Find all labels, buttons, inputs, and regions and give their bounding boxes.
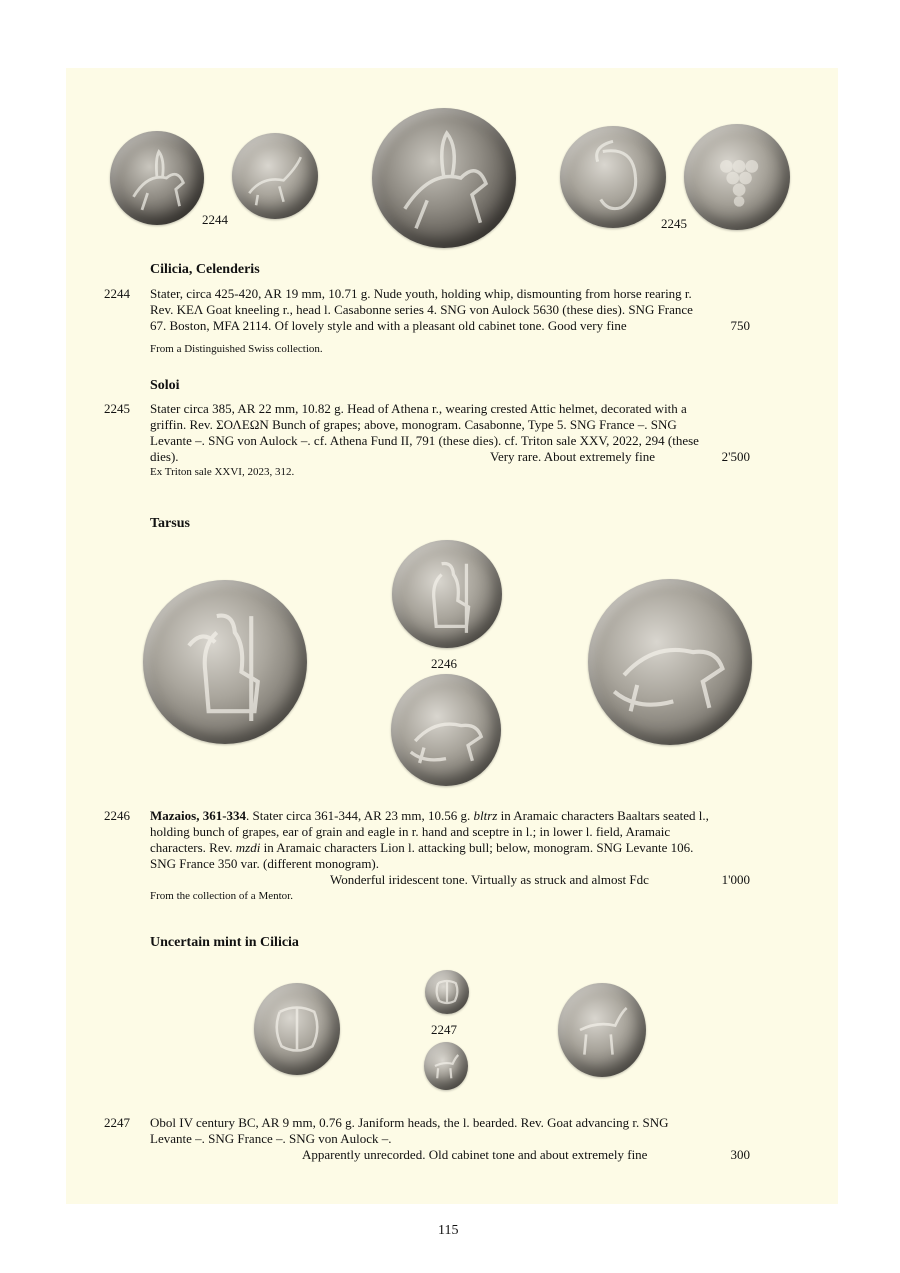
aramaic-legend-obverse: bltrz [473, 808, 498, 823]
price-2246: 1'000 [721, 872, 750, 887]
price-2245: 2'500 [721, 449, 750, 464]
goat-icon [558, 983, 646, 1077]
lot-2245-line-2: griffin. Rev. ΣΟΛΕΩΝ Bunch of grapes; above, monogram. Casabonne, Type 5. SNG France –. SNG [150, 417, 677, 432]
lot-2244-line-3: 67. Boston, MFA 2114. Of lovely style and with a pleasant old cabinet tone. Good very fine [150, 318, 627, 333]
coin-2244-obverse [110, 131, 204, 225]
lot-2245-line-4: dies). [150, 449, 179, 464]
lot-2245-line-1: Stater circa 385, AR 22 mm, 10.82 g. Head of Athena r., wearing crested Attic helmet, decorated with a [150, 401, 687, 416]
lot-2247-line-2: Levante –. SNG France –. SNG von Aulock –. [150, 1131, 392, 1146]
lion-attacking-bull-icon [588, 579, 752, 745]
section-title-uncertain-mint: Uncertain mint in Cilicia [150, 935, 299, 950]
coin-2245-reverse [684, 124, 790, 230]
lot-2246-line-1-end: in Aramaic characters Baaltars seated l., [497, 808, 709, 823]
horse-rider-icon [110, 131, 204, 225]
provenance-2244: From a Distinguished Swiss collection. [150, 343, 323, 355]
ruler-name: Mazaios, 361-334 [150, 808, 247, 823]
coin-2246-obverse [392, 540, 502, 648]
coin-2244-obverse-enlarged [372, 108, 516, 248]
price-2244: 750 [730, 318, 750, 333]
lot-2244-line-2: Rev. ΚΕΛ Goat kneeling r., head l. Casabonne series 4. SNG von Aulock 5630 (these dies). SNG France [150, 302, 693, 317]
price-2247: 300 [730, 1147, 750, 1162]
lot-2246-line-3 [150, 840, 750, 856]
lot-number-2246: 2246 [104, 808, 130, 823]
athena-head-icon [560, 126, 666, 228]
lot-2247-line-1: Obol IV century BC, AR 9 mm, 0.76 g. Janiform heads, the l. bearded. Rev. Goat advancing r. SNG [150, 1115, 669, 1130]
coin-2247-obverse [425, 970, 469, 1014]
seated-baaltars-icon [392, 540, 502, 648]
lot-2246-line-1-text: . Stater circa 361-344, AR 23 mm, 10.56 g. [246, 808, 474, 823]
grade-2247: Apparently unrecorded. Old cabinet tone and about extremely fine [302, 1147, 648, 1162]
provenance-2245: Ex Triton sale XXVI, 2023, 312. [150, 466, 295, 478]
image-number-2246: 2246 [431, 656, 457, 671]
janiform-heads-icon [425, 970, 469, 1014]
image-number-2245: 2245 [661, 216, 687, 231]
lot-number-2245: 2245 [104, 401, 130, 416]
lot-description-2246 [150, 808, 750, 872]
lot-description-2247 [150, 1115, 750, 1147]
section-title-celenderis: Cilicia, Celenderis [150, 262, 260, 277]
coin-2246-reverse [391, 674, 501, 786]
aramaic-legend-reverse: mzdi [235, 840, 261, 855]
section-title-tarsus: Tarsus [150, 516, 190, 531]
lot-2246-line-3-start: characters. Rev. [150, 840, 236, 855]
lot-number-2244: 2244 [104, 286, 130, 301]
goat-icon [232, 133, 318, 219]
coin-2246-reverse-enlarged [588, 579, 752, 745]
lot-number-2247: 2247 [104, 1115, 130, 1130]
coin-2247-reverse [424, 1042, 468, 1090]
page-number: 115 [438, 1223, 459, 1238]
provenance-2246: From the collection of a Mentor. [150, 890, 293, 902]
grade-2245: Very rare. About extremely fine [490, 449, 655, 464]
lot-2246-line-3-end: in Aramaic characters Lion l. attacking bull; below, monogram. SNG Levante 106. [260, 840, 694, 855]
lot-2246-line-4: SNG France 350 var. (different monogram). [150, 856, 380, 871]
janiform-heads-icon [254, 983, 340, 1075]
coin-2245-obverse [560, 126, 666, 228]
coin-2246-obverse-enlarged [143, 580, 307, 744]
coin-2244-reverse [232, 133, 318, 219]
lot-description-2244 [150, 286, 750, 334]
image-number-2244: 2244 [202, 212, 228, 227]
goat-icon [424, 1042, 468, 1090]
lot-2246-line-2: holding bunch of grapes, ear of grain and eagle in r. hand and sceptre in l.; in lower l. field, Aramaic [150, 824, 671, 839]
lion-attacking-bull-icon [391, 674, 501, 786]
seated-baaltars-icon [143, 580, 307, 744]
horse-rider-icon [372, 108, 516, 248]
coin-2247-reverse-enlarged [558, 983, 646, 1077]
lot-2246-line-1 [150, 808, 750, 824]
coin-2247-obverse-enlarged [254, 983, 340, 1075]
grapes-icon [684, 124, 790, 230]
section-title-soloi: Soloi [150, 378, 180, 393]
lot-description-2245 [150, 401, 750, 465]
lot-2245-line-3: Levante –. SNG von Aulock –. cf. Athena Fund II, 791 (these dies). cf. Triton sale XXV, 2022, 294 (these [150, 433, 699, 448]
lot-2244-line-1: Stater, circa 425-420, AR 19 mm, 10.71 g. Nude youth, holding whip, dismounting from horse rearing r. [150, 286, 692, 301]
image-number-2247: 2247 [431, 1022, 457, 1037]
grade-2246: Wonderful iridescent tone. Virtually as struck and almost Fdc [330, 872, 649, 887]
